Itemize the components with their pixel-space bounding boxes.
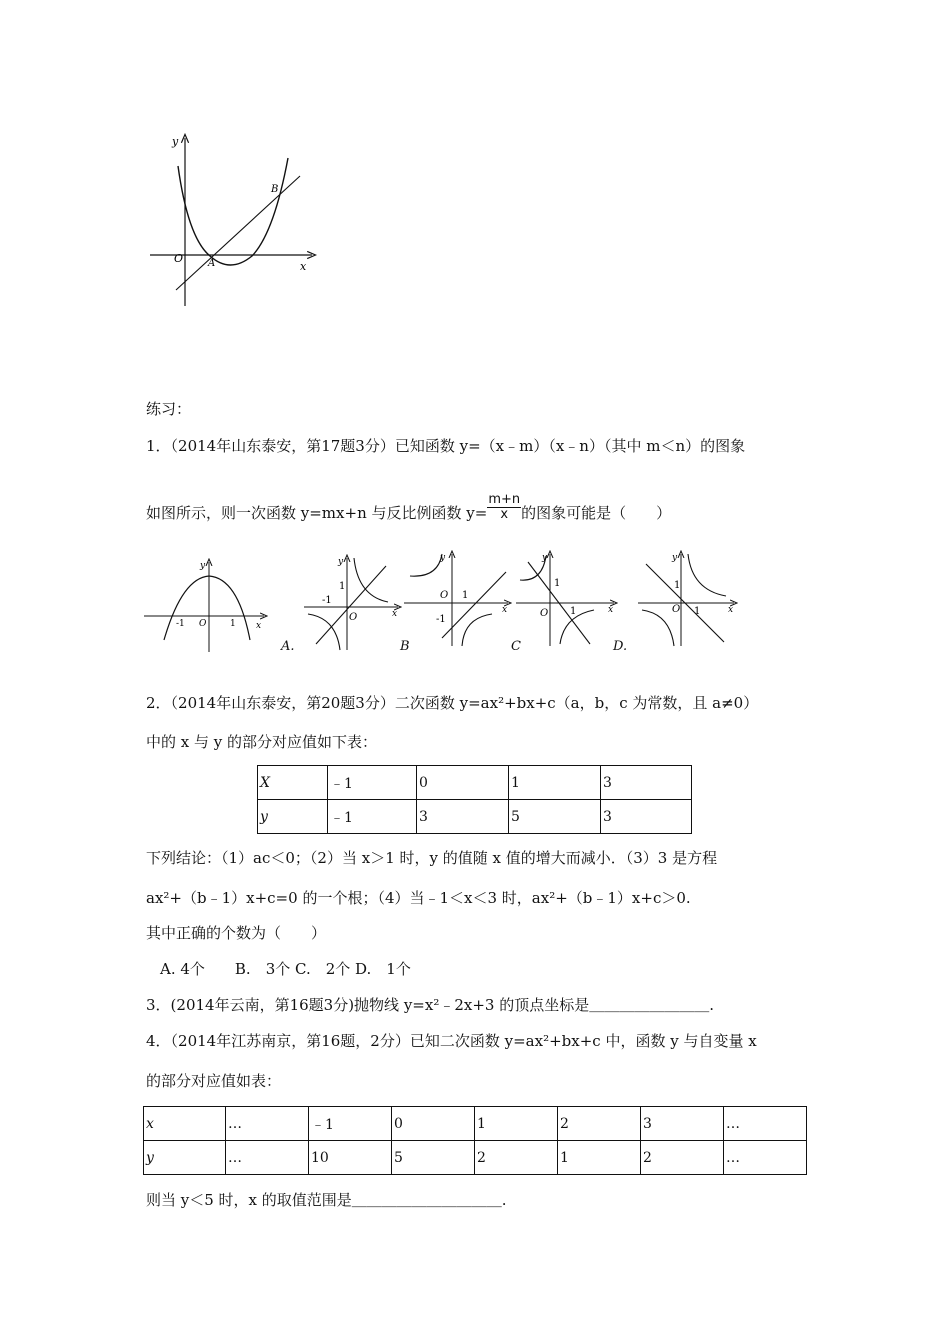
x-label: x [256, 621, 262, 631]
q1-line2 [146, 491, 672, 523]
table-cell: X [258, 766, 328, 800]
x-axis-label: x [300, 260, 307, 273]
q2-text1: （2014年山东泰安，第20题3分）二次函数 y=ax²+bx+c（a，b，c 为常数，且 a≠0） [170, 694, 759, 712]
tick-neg-one: -1 [176, 619, 185, 629]
tick-one: 1 [570, 606, 577, 617]
q1-text3: 的图象可能是（ ） [521, 504, 672, 522]
table-cell: ﹣1 [309, 1107, 392, 1141]
hyperbola-branch [688, 554, 726, 596]
table-cell: … [724, 1141, 807, 1175]
table-cell: y [258, 800, 328, 834]
origin-label: O [672, 604, 681, 615]
hyperbola-branch [308, 614, 340, 650]
origin-label: O [174, 252, 184, 265]
top-figure [140, 128, 320, 313]
y-label: y [200, 561, 206, 571]
parabola-curve [178, 158, 288, 265]
q1-number: 1． [146, 437, 171, 455]
table-cell: 3 [417, 800, 509, 834]
table-cell: … [724, 1107, 807, 1141]
table-cell: 3 [601, 800, 692, 834]
fraction [487, 493, 521, 522]
table-cell: 5 [392, 1141, 475, 1175]
table-cell: 5 [509, 800, 601, 834]
q4-line3: 则当 y＜5 时，x 的取值范围是＿＿＿＿＿＿＿＿＿＿. [146, 1191, 507, 1209]
y-axis-label: y [172, 135, 179, 148]
table-cell: … [226, 1141, 309, 1175]
fraction-denominator: x [500, 506, 509, 522]
table-cell: x [144, 1107, 226, 1141]
point-a-label: A [208, 258, 216, 269]
q2-table [257, 765, 692, 834]
q1-text2: 如图所示，则一次函数 y=mx+n 与反比例函数 y= [146, 504, 488, 522]
table-cell: 2 [558, 1107, 641, 1141]
q4-table [143, 1106, 807, 1175]
tick-one: 1 [339, 581, 346, 592]
table-row [144, 1141, 807, 1175]
y-label: y [440, 553, 446, 563]
x-label: x [392, 609, 398, 619]
table-row [258, 800, 692, 834]
tick-one: 1 [462, 590, 469, 601]
point-b-label: B [271, 184, 279, 195]
q2-line2: 中的 x 与 y 的部分对应值如下表： [146, 733, 378, 751]
option-a-graph [302, 552, 402, 652]
origin-label: O [440, 590, 449, 601]
table-cell: 3 [641, 1107, 724, 1141]
table-cell: 2 [475, 1141, 558, 1175]
table-cell: 1 [475, 1107, 558, 1141]
x-label: x [608, 605, 614, 615]
hyperbola-branch [410, 554, 442, 576]
table-row [144, 1107, 807, 1141]
hyperbola-branch [462, 614, 492, 646]
option-d-graph [636, 548, 740, 648]
table-row [258, 766, 692, 800]
q2-line5: 其中正确的个数为（ ） [146, 924, 327, 942]
q2-number: 2． [146, 694, 171, 712]
table-cell: … [226, 1107, 309, 1141]
q3-line: 3．(2014年云南，第16题3分)抛物线 y=x²﹣2x+3 的顶点坐标是＿＿＿＿＿＿＿＿. [146, 996, 714, 1014]
option-b-graph [402, 548, 514, 648]
fraction-numerator: m+n [488, 491, 521, 507]
table-cell: 1 [509, 766, 601, 800]
q2-line1 [146, 693, 758, 713]
q1-text1: （2014年山东泰安，第17题3分）已知函数 y=（x﹣m）（x﹣n）（其中 m＜n）的图象 [170, 437, 746, 455]
table-cell: y [144, 1141, 226, 1175]
table-cell: 10 [309, 1141, 392, 1175]
parabola-curve [164, 576, 250, 640]
practice-heading: 练习： [146, 400, 192, 418]
table-cell: 2 [641, 1141, 724, 1175]
q1-parabola-graph [142, 556, 270, 656]
option-c-label: C [511, 639, 521, 654]
table-cell: 1 [558, 1141, 641, 1175]
tick-one: 1 [694, 606, 701, 617]
q2-line3: 下列结论：（1）ac＜0；（2）当 x＞1 时，y 的值随 x 值的增大而减小．（3）3 是方程 [146, 849, 718, 867]
q4-line2: 的部分对应值如表： [146, 1072, 282, 1090]
table-cell: 3 [601, 766, 692, 800]
x-label: x [502, 605, 508, 615]
q2-choices: A. 4个 B. 3个 C. 2个 D. 1个 [160, 960, 411, 978]
hyperbola-branch [642, 610, 674, 646]
origin-label: O [540, 608, 549, 619]
option-c-graph [514, 548, 620, 648]
y-label: y [672, 553, 678, 563]
table-cell: ﹣1 [328, 766, 417, 800]
table-cell: ﹣1 [328, 800, 417, 834]
tick-one: 1 [674, 580, 681, 591]
y-label: y [542, 553, 548, 563]
y-label: y [338, 557, 344, 567]
table-cell: 0 [417, 766, 509, 800]
tick-one: 1 [554, 578, 561, 589]
q1-line1 [146, 436, 745, 456]
tick-one: 1 [230, 619, 236, 629]
tick-neg-one: -1 [322, 595, 332, 606]
table-cell: 0 [392, 1107, 475, 1141]
origin-label: O [199, 619, 207, 629]
origin-label: O [349, 612, 358, 623]
tick-neg-one: -1 [436, 614, 446, 625]
option-b-label: B [400, 639, 410, 654]
q2-line4: ax²+（b﹣1）x+c=0 的一个根；（4）当﹣1＜x＜3 时，ax²+（b﹣1）x+c＞0. [146, 889, 691, 907]
option-a-label: A. [281, 639, 295, 654]
q4-line1: 4．（2014年江苏南京，第16题，2分）已知二次函数 y=ax²+bx+c 中，函数 y 与自变量 x [146, 1032, 757, 1050]
option-d-label: D. [613, 639, 628, 654]
x-label: x [728, 605, 734, 615]
